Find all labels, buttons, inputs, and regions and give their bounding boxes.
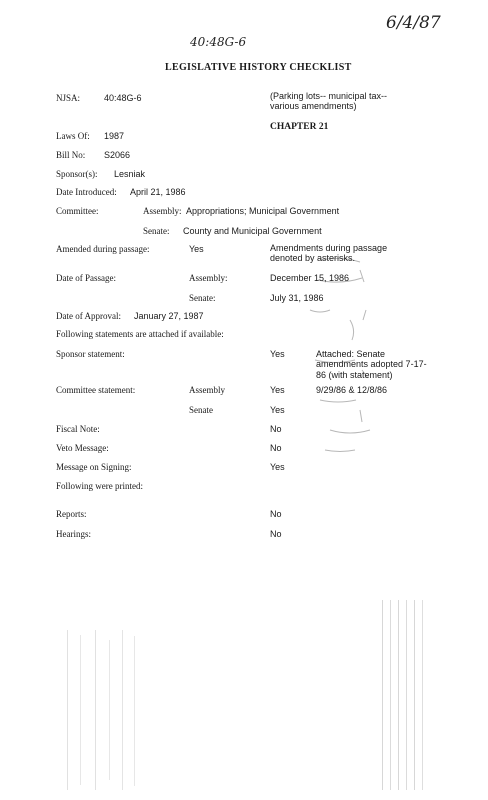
committee-senate-label: Senate: <box>143 226 170 236</box>
committee-statement-label: Committee statement: <box>56 385 136 395</box>
amended-value: Yes <box>189 244 204 254</box>
printed-heading: Following were printed: <box>56 481 143 491</box>
committee-statement-senate-value: Yes <box>270 405 285 415</box>
committee-senate-value: County and Municipal Government <box>183 226 322 236</box>
committee-assembly-label: Assembly: <box>143 206 182 216</box>
passage-assembly-value: December 15, 1986 <box>270 273 350 283</box>
chapter-number: CHAPTER 21 <box>270 122 329 132</box>
passage-senate-value: July 31, 1986 <box>270 293 324 303</box>
veto-message-label: Veto Message: <box>56 443 109 453</box>
committee-statement-assembly-value: Yes <box>270 385 285 395</box>
njsa-label: NJSA: <box>56 93 81 103</box>
passage-label: Date of Passage: <box>56 273 116 283</box>
message-signing-value: Yes <box>270 462 285 472</box>
sponsor-statement-label: Sponsor statement: <box>56 349 125 359</box>
scan-speckle-right <box>378 600 428 790</box>
reports-label: Reports: <box>56 509 87 519</box>
veto-message-value: No <box>270 443 282 453</box>
sponsor-statement-value: Yes <box>270 349 285 359</box>
date-introduced-label: Date Introduced: <box>56 187 117 197</box>
page-title: LEGISLATIVE HISTORY CHECKLIST <box>165 62 352 73</box>
fiscal-note-label: Fiscal Note: <box>56 424 100 434</box>
passage-assembly-label: Assembly: <box>189 273 228 283</box>
committee-statement-assembly-note: 9/29/86 & 12/8/86 <box>316 385 388 395</box>
approval-value: January 27, 1987 <box>134 311 204 321</box>
laws-of-label: Laws Of: <box>56 131 90 141</box>
handwritten-date: 6/4/87 <box>386 13 441 33</box>
fiscal-note-value: No <box>270 424 282 434</box>
bill-description: (Parking lots-- municipal tax-- various amendments) <box>270 91 388 112</box>
message-signing-label: Message on Signing: <box>56 462 132 472</box>
handwritten-file-number: 40:48G-6 <box>190 35 247 49</box>
approval-label: Date of Approval: <box>56 311 121 321</box>
bill-no-label: Bill No: <box>56 150 86 160</box>
njsa-value: 40:48G-6 <box>104 93 142 103</box>
passage-senate-label: Senate: <box>189 293 216 303</box>
amended-note: Amendments during passage denoted by asterisks. <box>270 243 388 264</box>
laws-of-value: 1987 <box>104 131 125 141</box>
hearings-label: Hearings: <box>56 529 91 539</box>
statements-heading: Following statements are attached if available: <box>56 329 224 339</box>
committee-statement-assembly-label: Assembly <box>189 385 225 395</box>
scan-speckle-left <box>62 630 142 790</box>
amended-label: Amended during passage: <box>56 244 150 254</box>
sponsor-value: Lesniak <box>114 169 146 179</box>
stamp-marks <box>290 250 400 470</box>
committee-statement-senate-label: Senate <box>189 405 213 415</box>
reports-value: No <box>270 509 282 519</box>
sponsor-statement-note: Attached: Senate amendments adopted 7-17-86 (with statement) <box>316 349 427 380</box>
committee-assembly-value: Appropriations; Municipal Government <box>186 206 340 216</box>
bill-no-value: S2066 <box>104 150 131 160</box>
hearings-value: No <box>270 529 282 539</box>
committee-label: Committee: <box>56 206 99 216</box>
sponsor-label: Sponsor(s): <box>56 169 98 179</box>
date-introduced-value: April 21, 1986 <box>130 187 186 197</box>
